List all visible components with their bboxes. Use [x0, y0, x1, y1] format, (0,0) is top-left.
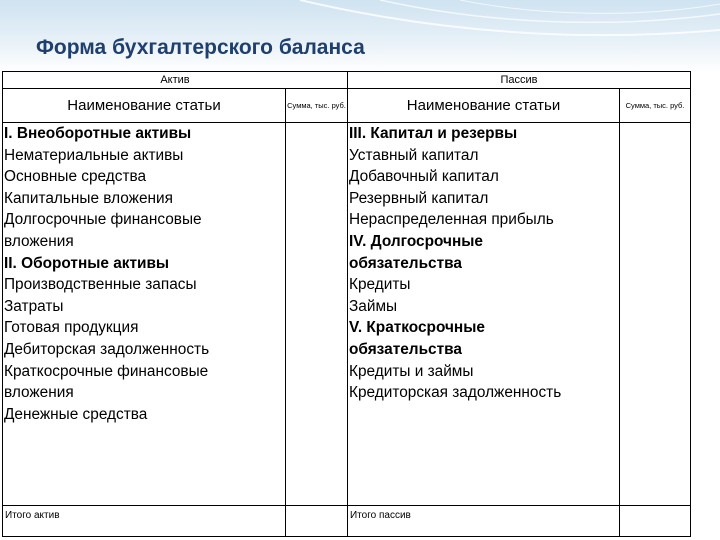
list-item: Кредиты и займы [349, 362, 474, 380]
list-item: Готовая продукция [4, 319, 139, 337]
list-item: Кредиторская задолженность [349, 384, 562, 402]
section-heading: V. Краткосрочные [349, 319, 485, 337]
liability-name-column-header: Наименование статьи [348, 89, 620, 123]
total-liabilities-cell [348, 506, 620, 537]
section-heading: обязательства [349, 340, 462, 358]
section-heading: I. Внеоборотные активы [4, 125, 192, 142]
page-title: Форма бухгалтерского баланса [36, 36, 365, 59]
liability-section-header: Пассив [348, 72, 691, 89]
section-heading: III. Капитал и резервы [349, 125, 518, 142]
list-item: вложения [4, 232, 74, 250]
list-item: Нематериальные активы [4, 146, 184, 164]
list-item: Нераспределенная прибыль [349, 211, 554, 229]
total-assets-cell [3, 506, 286, 537]
list-item: Кредиты [349, 276, 411, 294]
total-liabilities-sum-cell [620, 506, 691, 537]
list-item: Резервный капитал [349, 189, 489, 207]
list-item: вложения [4, 384, 74, 402]
asset-sum-column-header: Сумма, тыс. руб. [286, 89, 348, 123]
balance-table [2, 71, 691, 537]
list-item: Затраты [4, 297, 64, 315]
list-item: Займы [349, 297, 398, 315]
list-item: Краткосрочные финансовые [4, 362, 209, 380]
section-heading: IV. Долгосрочные [349, 232, 483, 250]
section-heading: обязательства [349, 254, 462, 272]
asset-section-header: Актив [3, 72, 348, 89]
list-item: Основные средства [4, 168, 147, 186]
liability-items-list [348, 123, 620, 506]
list-item: Уставный капитал [349, 146, 479, 164]
list-item: Дебиторская задолженность [4, 340, 210, 358]
total-assets-label: Итого актив [5, 510, 60, 521]
list-item: Производственные запасы [4, 276, 197, 294]
list-item: Капитальные вложения [4, 189, 173, 207]
asset-sum-cell [286, 123, 348, 506]
total-assets-sum-cell [286, 506, 348, 537]
section-heading: II. Оборотные активы [4, 254, 170, 272]
list-item: Долгосрочные финансовые [4, 211, 202, 229]
liability-sum-column-header: Сумма, тыс. руб. [620, 89, 691, 123]
asset-name-column-header: Наименование статьи [3, 89, 286, 123]
total-liabilities-label: Итого пассив [350, 510, 411, 521]
asset-items-list [3, 123, 286, 506]
list-item: Денежные средства [4, 405, 148, 423]
liability-sum-cell [620, 123, 691, 506]
list-item: Добавочный капитал [349, 168, 499, 186]
